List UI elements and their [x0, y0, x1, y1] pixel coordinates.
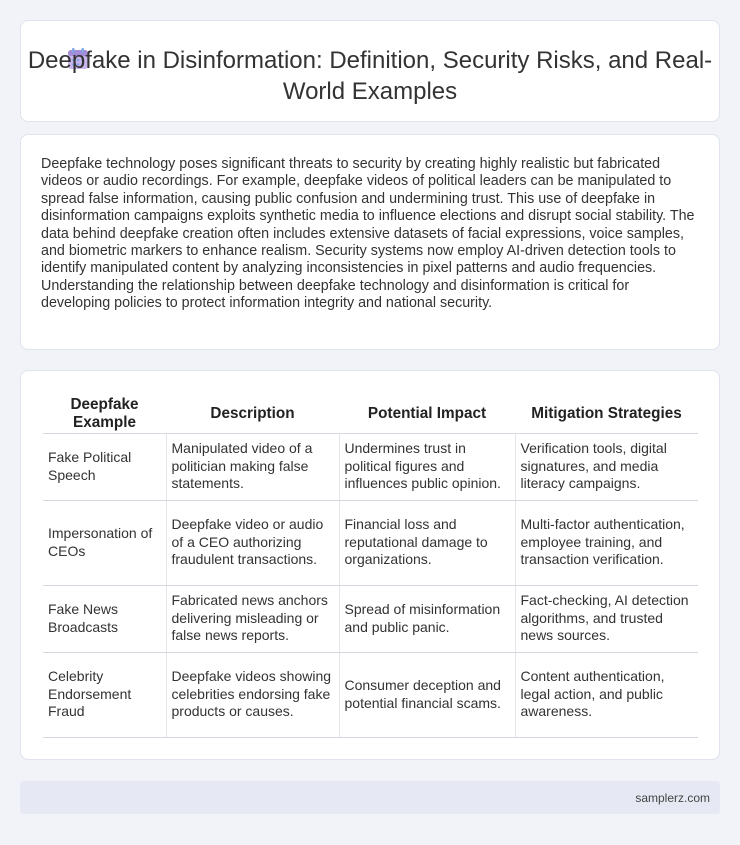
table-cell: Fake Political Speech — [43, 433, 166, 500]
table-cell: Deepfake videos showing celebrities endorsing fake products or causes. — [166, 652, 339, 737]
column-header: Description — [166, 395, 339, 433]
table-cell: Fabricated news anchors delivering misleading or false news reports. — [166, 585, 339, 652]
table-row — [43, 585, 698, 652]
column-header: Potential Impact — [339, 395, 515, 433]
intro-paragraph: Deepfake technology poses significant threats to security by creating highly realistic but fabricated videos or audio recordings. For example, deepfake videos of political leaders can be manipulated to spread false information, causing public confusion and undermining trust. This use of deepfake in disinformation campaigns exploits synthetic media to influence elections and disrupt social stability. The data behind deepfake creation often includes extensive datasets of facial expressions, voice samples, and biometric markers to enhance realism. Security systems now employ AI-driven detection tools to identify manipulated content by analyzing inconsistencies in pixel patterns and audio frequencies. Understanding the relationship between deepfake technology and disinformation is critical for developing policies to protect information integrity and national security. — [41, 156, 695, 312]
table-row — [43, 652, 698, 737]
intro-card — [20, 134, 720, 350]
table-cell: Undermines trust in political figures and influences public opinion. — [339, 433, 515, 500]
column-header: Deepfake Example — [43, 395, 166, 433]
table-header-row — [43, 395, 698, 433]
table-cell: Deepfake video or audio of a CEO authorizing fraudulent transactions. — [166, 500, 339, 585]
deepfake-table — [43, 395, 698, 738]
column-header: Mitigation Strategies — [515, 395, 698, 433]
table-cell: Spread of misinformation and public panic. — [339, 585, 515, 652]
table-cell: Manipulated video of a politician making false statements. — [166, 433, 339, 500]
table-row — [43, 433, 698, 500]
table-cell: Impersonation of CEOs — [43, 500, 166, 585]
table-cell: Consumer deception and potential financial scams. — [339, 652, 515, 737]
table-cell: Fact-checking, AI detection algorithms, and trusted news sources. — [515, 585, 698, 652]
table-row — [43, 500, 698, 585]
footer-site-link[interactable]: samplerz.com — [635, 791, 710, 805]
title-card — [20, 20, 720, 122]
footer — [20, 781, 720, 814]
table-cell: Content authentication, legal action, and public awareness. — [515, 652, 698, 737]
table-card — [20, 370, 720, 760]
table-cell: Verification tools, digital signatures, and media literacy campaigns. — [515, 433, 698, 500]
page-title: Deepfake in Disinformation: Definition, Security Risks, and Real-World Examples — [27, 47, 713, 105]
table-cell: Financial loss and reputational damage to organizations. — [339, 500, 515, 585]
table-cell: Fake News Broadcasts — [43, 585, 166, 652]
table-cell: Celebrity Endorsement Fraud — [43, 652, 166, 737]
table-cell: Multi-factor authentication, employee training, and transaction verification. — [515, 500, 698, 585]
